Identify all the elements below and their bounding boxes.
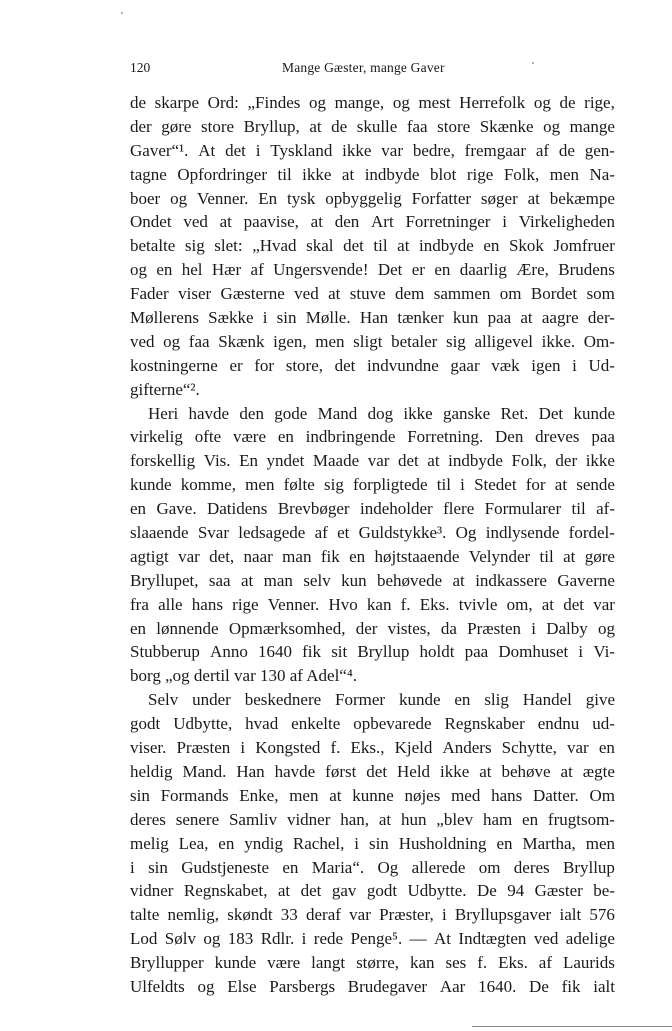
paper-speck [532, 62, 534, 64]
text-line: Gaver“¹. At det i Tyskland ikke var bedre, fremgaar af de gen- [130, 140, 615, 160]
text-line: deres senere Samliv vidner han, at hun „blev ham en frugtsom- [130, 809, 615, 829]
text-line: sin Formands Enke, men at kunne nøjes med hans Datter. Om [130, 785, 615, 805]
text-line: agtigt var det, naar man fik en højtstaaende Velynder til at gøre [130, 546, 615, 566]
text-line: Møllerens Sække i sin Mølle. Han tænker kun paa at aagre der- [130, 308, 615, 328]
text-line: fra alle hans rige Venner. Hvo kan f. Eks. tvivle om, at det var [130, 594, 615, 614]
text-line: godt Udbytte, hvad enkelte opbevarede Regnskaber endnu ud- [130, 714, 615, 734]
text-line: viser. Præsten i Kongsted f. Eks., Kjeld Anders Schytte, var en [130, 738, 615, 758]
page-number: 120 [130, 60, 151, 75]
text-line: en Gave. Datidens Brevbøger indeholder flere Formularer til af- [130, 499, 615, 519]
text-line: Selv under beskednere Former kunde en slig Handel give [148, 690, 615, 710]
text-line: Stubberup Anno 1640 fik sit Bryllup holdt paa Domhuset i Vi- [130, 642, 615, 662]
page-header [130, 60, 540, 80]
text-line: og en hel Hær af Ungersvende! Det er en daarlig Ære, Brudens [130, 260, 615, 280]
text-line: virkelig ofte være en indbringende Forretning. Den dreves paa [130, 427, 615, 447]
text-line: heldig Mand. Han havde først det Held ikke at behøve at ægte [130, 761, 615, 781]
text-line: Bryllupet, saa at man selv kun behøvede at indkassere Gaverne [130, 570, 615, 590]
body-text [130, 91, 615, 999]
text-line: slaaende Svar ledsagede af et Guldstykke³. Og indlysende fordel- [130, 523, 615, 543]
text-line: kunde komme, men følte sig forpligtede til i Stedet for at sende [130, 475, 615, 495]
running-title: Mange Gæster, mange Gaver [282, 60, 445, 75]
text-line: vidner Regnskabet, at det gav godt Udbytte. De 94 Gæster be- [130, 881, 615, 901]
text-line: Bryllupper kunde være langt større, kan ses f. Eks. af Laurids [130, 953, 615, 973]
text-line: kostningerne er for store, det indvundne gaar væk igen i Ud- [130, 355, 615, 375]
text-line: forskellig Vis. En yndet Maade var det at indbyde Folk, der ikke [130, 451, 615, 471]
text-line: borg „og dertil var 130 af Adel“⁴. [130, 666, 358, 686]
text-line: Ulfeldts og Else Parsbergs Brudegaver Aar 1640. De fik ialt [130, 976, 615, 996]
text-line: en lønnende Opmærksomhed, der vistes, da Præsten i Dalby og [130, 618, 615, 638]
text-line: der gøre store Bryllup, at de skulle faa store Skænke og mange [130, 116, 615, 136]
text-line: Lod Sølv og 183 Rdlr. i rede Penge⁵. — At Indtægten ved adelige [130, 929, 615, 949]
text-line: betalte sig slet: „Hvad skal det til at indbyde en Skok Jomfruer [130, 236, 615, 256]
text-line: Ondet ved at paavise, at den Art Forretninger i Virkeligheden [130, 212, 615, 232]
text-line: talte nemlig, skøndt 33 deraf var Præster, i Bryllupsgaver ialt 576 [130, 905, 615, 925]
paper-speck [121, 12, 123, 14]
text-line: tagne Opfordringer til ikke at indbyde blot rige Folk, men Na- [130, 164, 615, 184]
text-line: ved og faa Skænk igen, men sligt betaler sig alligevel ikke. Om- [130, 331, 615, 351]
text-line: boer og Venner. En tysk opbyggelig Forfatter søger at bekæmpe [130, 188, 615, 208]
text-line: de skarpe Ord: „Findes og mange, og mest Herrefolk og de rige, [130, 93, 615, 112]
text-line: Heri havde den gode Mand dog ikke ganske Ret. Det kunde [148, 403, 615, 423]
text-line: Fader viser Gæsterne ved at stuve dem sammen om Bordet som [130, 284, 615, 304]
page-edge-line [472, 1026, 672, 1027]
text-line: gifterne“². [130, 379, 200, 399]
text-line: melig Lea, en yndig Rachel, i sin Husholdning en Martha, men [130, 833, 615, 853]
text-line: i sin Gudstjeneste en Maria“. Og allerede om deres Bryllup [130, 857, 615, 877]
